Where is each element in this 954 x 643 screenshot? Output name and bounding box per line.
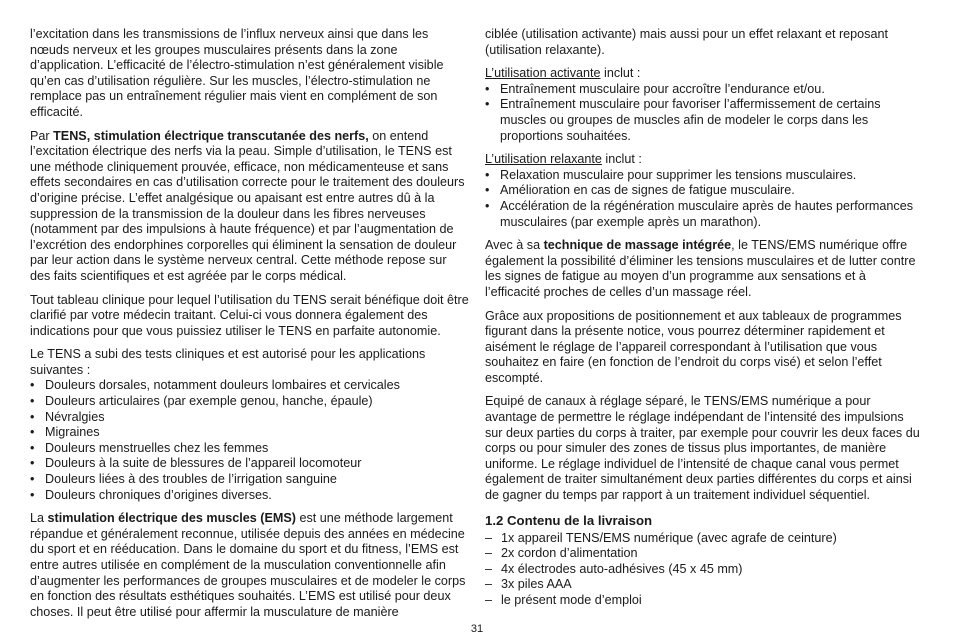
list-item: • Douleurs liées à des troubles de l’irrigation sanguine: [30, 472, 470, 488]
tens-paragraph: [30, 129, 470, 285]
ems-pre: La: [30, 511, 48, 526]
ems-body: est une méthode largement répandue et généralement reconnue, utilisée depuis des années en médecine du sport et en rééducation. Dans le domaine du sport et du fitness, l’EMS est entre autres utilisée en complément de la musculation conventionnelle afin d’augmenter les performances de groupes musculaires et de modeler le corps en fonction des résultats esthétiques souhaités. L’EMS est utilisé pour deux choses. Il peut être utilisé pour affermir la musculature de manière: [30, 511, 466, 619]
list-item: • Accélération de la régénération musculaire après de hautes performances musculaires (par exemple après un marathon).: [485, 199, 924, 230]
ems-term: stimulation électrique des muscles (EMS): [47, 511, 296, 526]
list-item: • Douleurs chroniques d’origines diverses.: [30, 488, 470, 504]
channels-paragraph: Equipé de canaux à réglage séparé, le TENS/EMS numérique a pour avantage de permettre le réglage indépendant de l’intensité des impulsions sur deux parties du corps à traiter, par exemple pour couvrir les deux faces du corps ou pour simuler des zones de tissus plus importantes, de manière uniforme. Le réglage individuel de l’intensité de chaque canal vous permet également de traiter simultanément deux parties différentes du corps et ainsi de gagner du temps par rapport à un traitement individuel séquentiel.: [485, 394, 920, 503]
list-item: • Douleurs dorsales, notamment douleurs lombaires et cervicales: [30, 378, 470, 394]
relax-use-intro: [485, 152, 924, 168]
massage-body: , le TENS/EMS numérique offre également la possibilité d’éliminer les tensions musculaires et de lutter contre les signes de fatigue au moyen d’un programme aux sensations et à l’efficacité proches de celles d’un massage réel.: [485, 238, 916, 299]
clinical-paragraph: Tout tableau clinique pour lequel l’utilisation du TENS serait bénéfique doit être clarifié par votre médecin traitant. Celui-ci vous donnera également des indications pour que vous puissiez utiliser le TENS en parfaite autonomie.: [30, 292, 469, 338]
massage-paragraph: [485, 238, 924, 300]
relax-use-list: [485, 168, 924, 230]
active-use-suffix: inclut :: [600, 66, 641, 81]
list-item: • Douleurs à la suite de blessures de l’appareil locomoteur: [30, 456, 470, 472]
applications-list: [30, 378, 470, 503]
intro-paragraph: l’excitation dans les transmissions de l’influx nerveux ainsi que dans les nœuds nerveux et les groupes musculaires présents dans la zone d’application. L’efficacité de l’électro-stimulation n’est généralement visible qu’en cas d’utilisation régulière. Sur les muscles, l’électro-stimulation ne remplace pas un entraînement régulier mais vient en complément de son efficacité.: [30, 27, 444, 119]
right-column: [485, 27, 924, 617]
ems-paragraph: [30, 511, 470, 620]
left-column: [30, 27, 470, 620]
tens-term: TENS, stimulation électrique transcutanée des nerfs,: [53, 128, 369, 143]
page-number: 31: [470, 623, 484, 635]
list-item: • Migraines: [30, 425, 470, 441]
relax-use-suffix: inclut :: [601, 152, 642, 167]
list-item: – 4x électrodes auto-adhésives (45 x 45 mm): [485, 562, 924, 578]
list-item: • Entraînement musculaire pour accroître l’endurance et/ou.: [485, 82, 924, 98]
list-item: • Douleurs menstruelles chez les femmes: [30, 441, 470, 457]
list-item: – 2x cordon d’alimentation: [485, 546, 924, 562]
positioning-paragraph: Grâce aux propositions de positionnement et aux tableaux de programmes figurant dans la présente notice, vous pourrez déterminer rapidement et aisément le réglage de l’appareil correspondant à l’utilisation que vous souhaitez en faire (en fonction de l’endroit du corps visé) et selon l’effet escompté.: [485, 308, 902, 385]
massage-pre: Avec à sa: [485, 238, 544, 253]
list-item: • Entraînement musculaire pour favoriser l’affermissement de certains muscles ou groupes de muscles afin de modeler le corps dans les proportions souhaitées.: [485, 97, 924, 144]
active-use-label: L’utilisation activante: [485, 66, 601, 81]
tens-body: on entend l’excitation électrique des nerfs via la peau. Simple d’utilisation, le TENS est une méthode cliniquement prouvée, efficace, non médicamenteuse et sans effets secondaires en cas d’utilisation correcte pour le traitement des douleurs d’origine précise. L’effet analgésique ou apaisant est entre autres dû à la suppression de la transmission de la douleur dans les fibres nerveuses (notamment par des impulsions à haute fréquence) et par l’augmentation de l’excrétion des endorphines corporelles qui éliminent la sensation de douleur par leur action dans le système nerveux central. Cette méthode repose sur des faits scientifiques et est agréée par le corps médical.: [30, 128, 465, 283]
list-item: – 1x appareil TENS/EMS numérique (avec agrafe de ceinture): [485, 531, 924, 547]
active-use-intro: [485, 66, 924, 82]
active-use-list: [485, 82, 924, 144]
continuation-paragraph: ciblée (utilisation activante) mais aussi pour un effet relaxant et reposant (utilisation relaxante).: [485, 27, 888, 57]
delivery-heading: 1.2 Contenu de la livraison: [485, 512, 653, 528]
massage-term: technique de massage intégrée: [543, 238, 732, 253]
tens-pre: Par: [30, 128, 54, 143]
list-item: • Névralgies: [30, 410, 470, 426]
applications-intro: Le TENS a subi des tests cliniques et est autorisé pour les applications suivantes :: [30, 347, 426, 377]
list-item: • Relaxation musculaire pour supprimer les tensions musculaires.: [485, 168, 924, 184]
list-item: – 3x piles AAA: [485, 577, 924, 593]
list-item: • Douleurs articulaires (par exemple genou, hanche, épaule): [30, 394, 470, 410]
list-item: – le présent mode d’emploi: [485, 593, 924, 609]
delivery-list: [485, 531, 924, 609]
list-item: • Amélioration en cas de signes de fatigue musculaire.: [485, 183, 924, 199]
relax-use-label: L’utilisation relaxante: [485, 152, 602, 167]
